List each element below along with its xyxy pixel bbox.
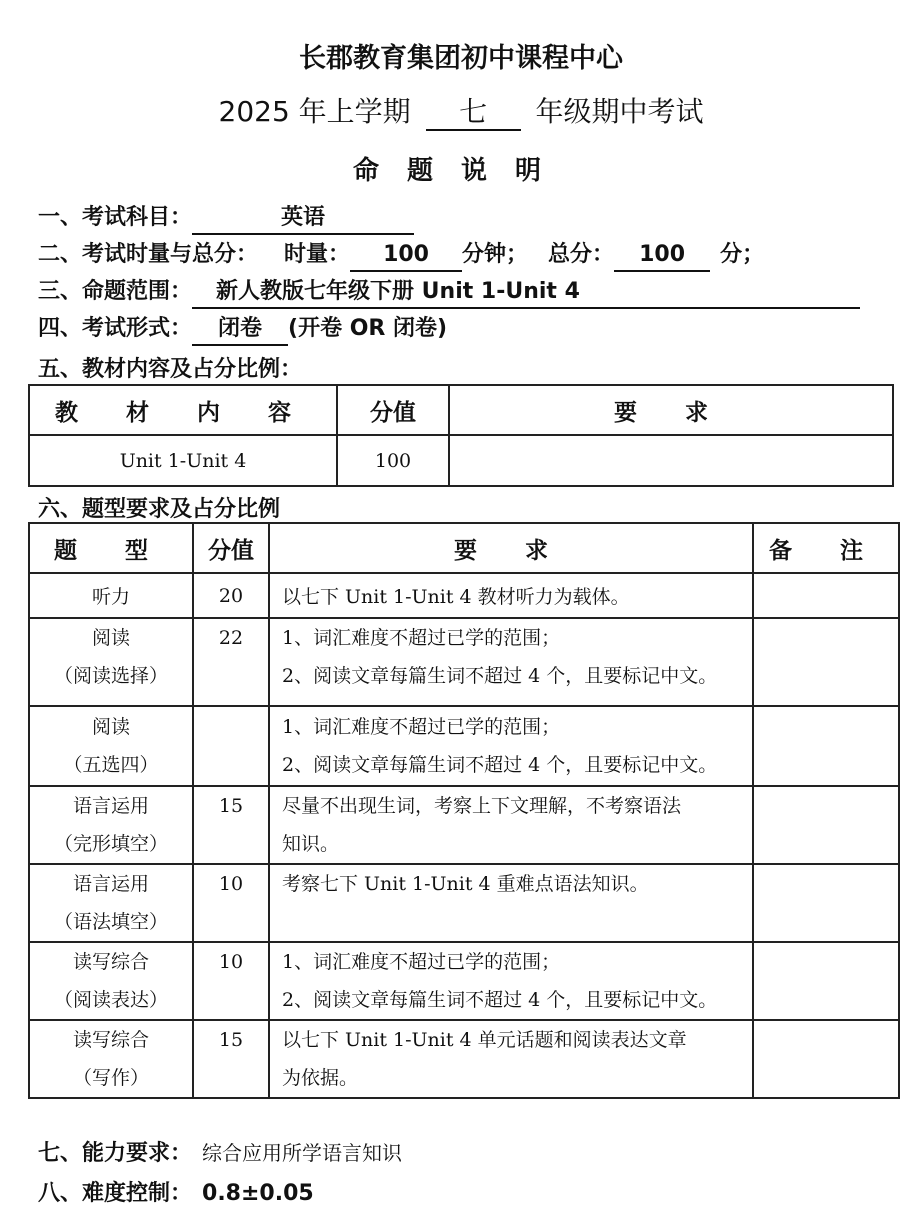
score-unit: 分； <box>720 242 765 267</box>
table-row <box>29 942 899 1020</box>
types-table <box>28 522 900 1099</box>
content-cell: Unit 1-Unit 4 <box>29 435 337 486</box>
content-score-cell: 100 <box>337 435 449 486</box>
content-table-header <box>29 385 893 435</box>
type-cell: 读写综合 （写作） <box>29 1020 193 1098</box>
types-table-header <box>29 523 899 573</box>
table-row <box>29 786 899 864</box>
duration-value: 100 <box>350 240 462 272</box>
difficulty-line <box>38 1176 314 1207</box>
difficulty-value: 0.8±0.05 <box>202 1181 314 1206</box>
content-table-row <box>29 435 893 486</box>
types-label: 六、题型要求及占分比例 <box>38 497 281 522</box>
ability-label: 七、能力要求： <box>38 1141 193 1166</box>
note-cell <box>753 864 899 942</box>
note-cell <box>753 618 899 706</box>
requirement-cell: 1、词汇难度不超过已学的范围； 2、阅读文章每篇生词不超过 4 个，且要标记中文。 <box>269 706 753 786</box>
requirement-cell: 尽量不出现生词，考察上下文理解，不考察语法 知识。 <box>269 786 753 864</box>
subject-label: 一、考试科目： <box>38 205 193 230</box>
table-row <box>29 864 899 942</box>
doc-title: 命题说明 <box>352 156 569 186</box>
minute-unit: 分钟； <box>462 242 529 267</box>
time-line <box>38 237 764 272</box>
requirement-cell: 以七下 Unit 1-Unit 4 单元话题和阅读表达文章 为依据。 <box>269 1020 753 1098</box>
time-label: 二、考试时量与总分： <box>38 242 259 267</box>
requirement-cell: 1、词汇难度不超过已学的范围； 2、阅读文章每篇生词不超过 4 个，且要标记中文。 <box>269 618 753 706</box>
form-value: 闭卷 <box>192 314 288 346</box>
org-title: 长郡教育集团初中课程中心 <box>299 43 623 74</box>
header-type-requirement: 要 求 <box>269 523 753 573</box>
scope-line <box>38 274 860 309</box>
subject-line <box>38 200 414 235</box>
header-type: 题 型 <box>29 523 193 573</box>
form-label: 四、考试形式： <box>38 316 193 341</box>
type-cell: 语言运用 （语法填空） <box>29 864 193 942</box>
exam-title <box>0 90 922 131</box>
score-cell: 20 <box>193 573 269 618</box>
note-cell <box>753 706 899 786</box>
score-cell: 15 <box>193 1020 269 1098</box>
type-cell: 听力 <box>29 573 193 618</box>
table-row <box>29 706 899 786</box>
term-prefix: 2025 年上学期 <box>218 95 411 128</box>
score-cell <box>193 706 269 786</box>
form-hint: (开卷 OR 闭卷) <box>288 316 448 341</box>
score-cell: 22 <box>193 618 269 706</box>
content-label: 五、教材内容及占分比例： <box>38 357 303 382</box>
duration-label: 时量： <box>284 242 351 267</box>
score-cell: 10 <box>193 942 269 1020</box>
scope-label: 三、命题范围： <box>38 279 193 304</box>
subject-value: 英语 <box>192 203 414 235</box>
score-cell: 15 <box>193 786 269 864</box>
table-row <box>29 573 899 618</box>
content-table <box>28 384 894 487</box>
total-label: 总分： <box>548 242 615 267</box>
header-score: 分值 <box>337 385 449 435</box>
total-value: 100 <box>614 240 710 272</box>
requirement-cell: 以七下 Unit 1-Unit 4 教材听力为载体。 <box>269 573 753 618</box>
header-type-score: 分值 <box>193 523 269 573</box>
table-row <box>29 1020 899 1098</box>
header-content: 教 材 内 容 <box>29 385 337 435</box>
form-line <box>38 311 447 346</box>
requirement-cell: 1、词汇难度不超过已学的范围； 2、阅读文章每篇生词不超过 4 个，且要标记中文。 <box>269 942 753 1020</box>
difficulty-label: 八、难度控制： <box>38 1181 193 1206</box>
type-cell: 阅读 （五选四） <box>29 706 193 786</box>
scope-value: 新人教版七年级下册 Unit 1-Unit 4 <box>192 277 860 309</box>
ability-value: 综合应用所学语言知识 <box>202 1141 403 1165</box>
requirement-cell: 考察七下 Unit 1-Unit 4 重难点语法知识。 <box>269 864 753 942</box>
type-cell: 读写综合 （阅读表达） <box>29 942 193 1020</box>
grade-value: 七 <box>426 95 521 131</box>
note-cell <box>753 573 899 618</box>
header-note: 备 注 <box>753 523 899 573</box>
note-cell <box>753 1020 899 1098</box>
note-cell <box>753 786 899 864</box>
header-requirement: 要 求 <box>449 385 893 435</box>
table-row <box>29 618 899 706</box>
content-requirement-cell <box>449 435 893 486</box>
type-cell: 语言运用 （完形填空） <box>29 786 193 864</box>
ability-line <box>38 1136 402 1167</box>
note-cell <box>753 942 899 1020</box>
type-cell: 阅读 （阅读选择） <box>29 618 193 706</box>
score-cell: 10 <box>193 864 269 942</box>
term-suffix: 年级期中考试 <box>535 95 704 128</box>
